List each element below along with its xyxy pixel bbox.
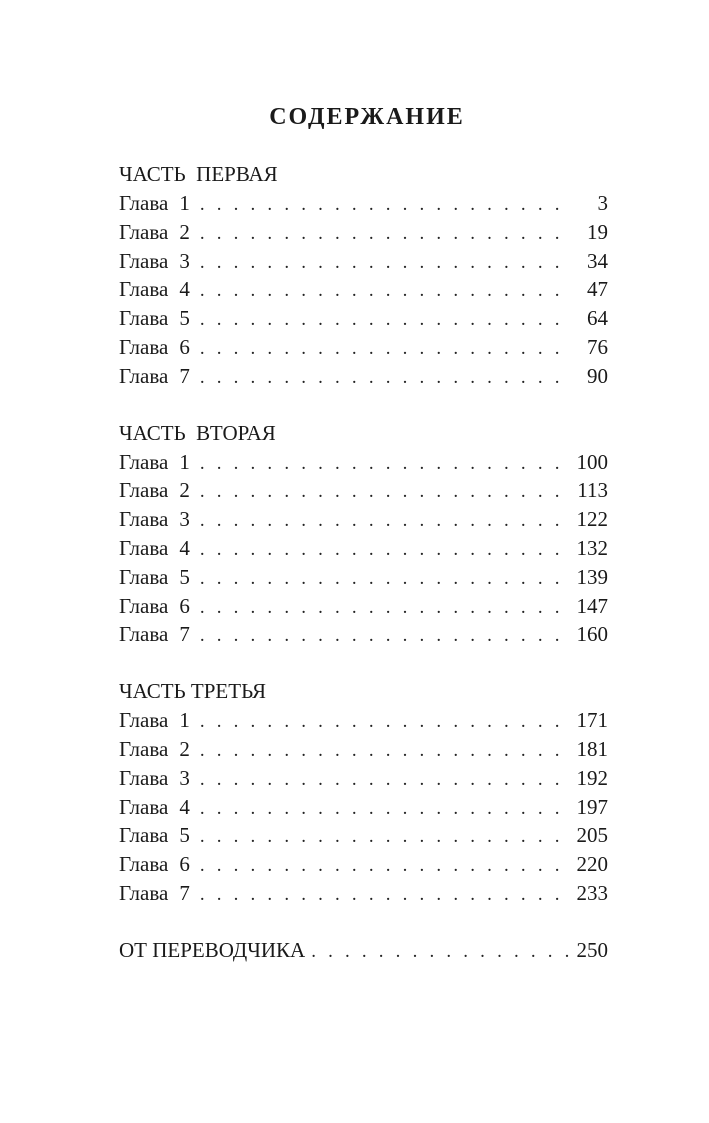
dot-leader [200, 766, 570, 793]
page-number: 76 [587, 334, 608, 359]
chapter-number: 3 [179, 507, 190, 532]
entry-label: ОТ ПЕРЕВОДЧИКА [119, 937, 306, 962]
page-number: 47 [587, 277, 608, 302]
page-number: 197 [576, 794, 608, 819]
chapter-number: 1 [179, 449, 190, 474]
page-number: 205 [576, 823, 608, 848]
entry-label: Глава [119, 794, 169, 819]
part-heading: ЧАСТЬ ТРЕТЬЯ [119, 679, 267, 704]
chapter-number: 7 [179, 363, 190, 388]
chapter-number: 1 [179, 191, 190, 215]
toc-entry [119, 448, 608, 477]
dot-leader [200, 191, 570, 218]
page-number: 64 [587, 306, 608, 331]
toc-entry [119, 706, 608, 735]
page-number: 19 [587, 219, 608, 244]
part-heading: ЧАСТЬ ВТОРАЯ [119, 420, 276, 445]
chapter-number: 2 [179, 736, 190, 761]
chapter-number: 4 [179, 794, 190, 819]
page-number: 132 [576, 535, 608, 560]
toc-entry [119, 304, 608, 333]
entry-label: Глава [119, 736, 169, 761]
entry-label: Глава [119, 478, 169, 503]
entry-label: Глава [119, 334, 169, 359]
entry-label: Глава [119, 852, 169, 877]
entry-label: Глава [119, 306, 169, 331]
dot-leader [200, 536, 570, 563]
entry-label: Глава [119, 880, 169, 905]
toc-entry [119, 534, 608, 563]
toc-entry [119, 333, 608, 362]
entry-label: Глава [119, 708, 169, 733]
part-heading: ЧАСТЬ ПЕРВАЯ [119, 162, 278, 186]
toc-part-2 [119, 419, 608, 650]
dot-leader [200, 450, 570, 477]
toc-entry [119, 764, 608, 793]
table-of-contents [119, 160, 608, 965]
page-number: 3 [597, 191, 608, 215]
dot-leader [200, 220, 570, 247]
chapter-number: 5 [179, 564, 190, 589]
toc-entry [119, 793, 608, 822]
dot-leader [200, 823, 570, 850]
toc-entry [119, 735, 608, 764]
toc-entry [119, 879, 608, 908]
entry-label: Глава [119, 507, 169, 532]
chapter-number: 5 [179, 823, 190, 848]
page-number: 113 [577, 478, 608, 503]
entry-label: Глава [119, 622, 169, 647]
dot-leader [200, 306, 570, 333]
page-number: 220 [576, 852, 608, 877]
page-number: 34 [587, 248, 608, 273]
chapter-number: 2 [179, 219, 190, 244]
chapter-number: 6 [179, 593, 190, 618]
toc-entry [119, 821, 608, 850]
entry-label: Глава [119, 191, 169, 215]
dot-leader [200, 881, 570, 908]
chapter-number: 4 [179, 277, 190, 302]
toc-entry [119, 218, 608, 247]
page-title: СОДЕРЖАНИЕ [269, 104, 465, 130]
dot-leader [200, 277, 570, 304]
toc-entry-translator-note [119, 936, 608, 965]
dot-leader [200, 249, 570, 276]
toc-entry [119, 476, 608, 505]
entry-label: Глава [119, 363, 169, 388]
toc-entry [119, 505, 608, 534]
chapter-number: 2 [179, 478, 190, 503]
toc-entry [119, 620, 608, 649]
chapter-number: 3 [179, 765, 190, 790]
toc-part-1 [119, 160, 608, 391]
page-number: 139 [576, 564, 608, 589]
page-number: 90 [587, 363, 608, 388]
chapter-number: 7 [179, 622, 190, 647]
toc-entry [119, 362, 608, 391]
entry-label: Глава [119, 564, 169, 589]
toc-entry [119, 189, 608, 218]
dot-leader [200, 478, 570, 505]
page-number: 233 [576, 880, 608, 905]
entry-label: Глава [119, 823, 169, 848]
toc-entry [119, 592, 608, 621]
chapter-number: 6 [179, 852, 190, 877]
chapter-number: 1 [179, 708, 190, 733]
dot-leader [200, 335, 570, 362]
entry-label: Глава [119, 248, 169, 273]
entry-label: Глава [119, 765, 169, 790]
toc-part-3 [119, 677, 608, 908]
dot-leader [200, 708, 570, 735]
dot-leader [200, 737, 570, 764]
toc-entry [119, 247, 608, 276]
page-number: 181 [576, 736, 608, 761]
toc-entry [119, 563, 608, 592]
dot-leader [200, 507, 570, 534]
chapter-number: 5 [179, 306, 190, 331]
page-number: 100 [576, 449, 608, 474]
toc-entry [119, 275, 608, 304]
dot-leader [311, 938, 570, 965]
page-number: 147 [576, 593, 608, 618]
entry-label: Глава [119, 449, 169, 474]
page-number: 192 [576, 765, 608, 790]
entry-label: Глава [119, 593, 169, 618]
entry-label: Глава [119, 535, 169, 560]
chapter-number: 6 [179, 334, 190, 359]
dot-leader [200, 594, 570, 621]
chapter-number: 7 [179, 880, 190, 905]
page-number: 122 [576, 507, 608, 532]
entry-label: Глава [119, 219, 169, 244]
chapter-number: 3 [179, 248, 190, 273]
toc-entry [119, 850, 608, 879]
dot-leader [200, 622, 570, 649]
chapter-number: 4 [179, 535, 190, 560]
entry-label: Глава [119, 277, 169, 302]
page-number: 160 [576, 622, 608, 647]
dot-leader [200, 364, 570, 391]
page-number: 171 [576, 708, 608, 733]
dot-leader [200, 565, 570, 592]
dot-leader [200, 852, 570, 879]
dot-leader [200, 795, 570, 822]
page-number: 250 [576, 937, 608, 962]
